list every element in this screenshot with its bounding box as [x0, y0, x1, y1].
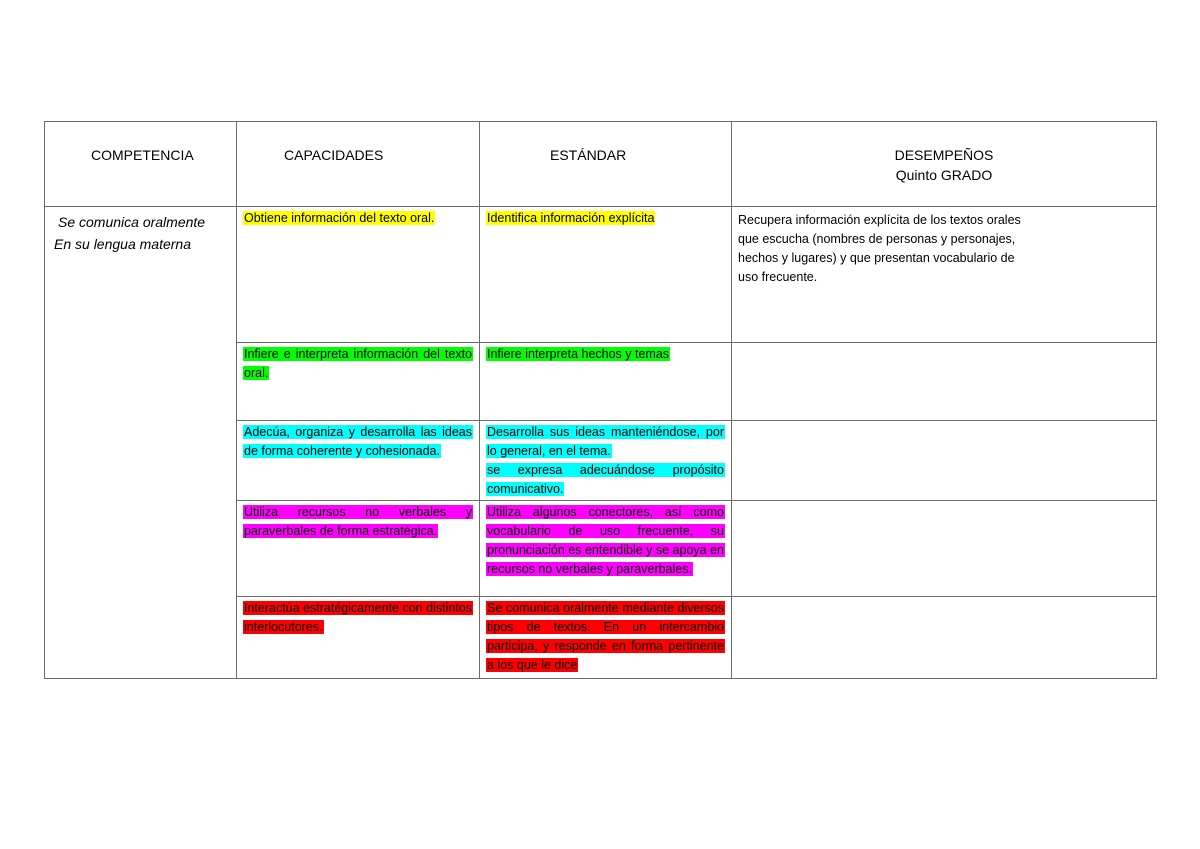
- estandar-text: Identifica información explícita: [487, 211, 655, 225]
- header-desempenos: [732, 122, 1157, 207]
- capacidad-text: Obtiene información del texto oral.: [244, 211, 435, 225]
- competencia-cell: [45, 207, 237, 679]
- estandar-cell: [480, 421, 732, 501]
- capacidad-text: Infiere e interpreta información del texto oral.: [244, 347, 472, 380]
- desempeno-cell: [732, 343, 1157, 421]
- table-row: [45, 207, 1157, 343]
- capacidad-cell: [237, 207, 480, 343]
- estandar-cell: [480, 597, 732, 679]
- capacidad-cell: [237, 597, 480, 679]
- competencia-line-2: En su lengua materna: [54, 236, 191, 252]
- table-header-row: [45, 122, 1157, 207]
- estandar-cell: [480, 207, 732, 343]
- competencia-line-1: Se comunica oralmente: [58, 214, 206, 230]
- estandar-text-2: se expresa adecuándose propósito comunicativo.: [487, 463, 724, 496]
- desempeno-cell: [732, 501, 1157, 597]
- header-capacidades: CAPACIDADES: [237, 122, 480, 207]
- capacidad-text: Adecúa, organiza y desarrolla las ideas de forma coherente y cohesionada.: [244, 425, 472, 458]
- estandar-text: Utiliza algunos conectores, así como vocabulario de uso frecuente, su pronunciación es entendible y se apoya en recursos no verbales y paraverbales.: [487, 505, 724, 576]
- desempeno-text: Recupera información explícita de los textos orales que escucha (nombres de personas y personajes, hechos y lugares) y que presentan vocabulario de uso frecuente.: [738, 213, 1021, 284]
- capacidad-cell: [237, 501, 480, 597]
- desempeno-cell: [732, 421, 1157, 501]
- header-grado: Quinto GRADO: [895, 167, 993, 183]
- estandar-cell: [480, 343, 732, 421]
- desempeno-cell: [732, 207, 1157, 343]
- capacidad-text: Utiliza recursos no verbales y paraverbales de forma estratégica.: [244, 505, 472, 538]
- estandar-text: Se comunica oralmente mediante diversos tipos de textos. En un intercambio participa, y responde en forma pertinente a los que le dice: [487, 601, 724, 672]
- header-estandar: ESTÁNDAR: [480, 122, 732, 207]
- capacidad-cell: [237, 343, 480, 421]
- estandar-cell: [480, 501, 732, 597]
- estandar-text: Desarrolla sus ideas manteniéndose, por lo general, en el tema.: [487, 425, 724, 458]
- desempeno-cell: [732, 597, 1157, 679]
- estandar-text: Infiere interpreta hechos y temas: [487, 347, 670, 361]
- competencias-table: [44, 121, 1157, 679]
- capacidad-cell: [237, 421, 480, 501]
- capacidad-text: Interactúa estratégicamente con distintos interlocutores.: [244, 601, 472, 634]
- header-desempenos-title: DESEMPEÑOS: [894, 147, 994, 163]
- header-competencia: COMPETENCIA: [45, 122, 237, 207]
